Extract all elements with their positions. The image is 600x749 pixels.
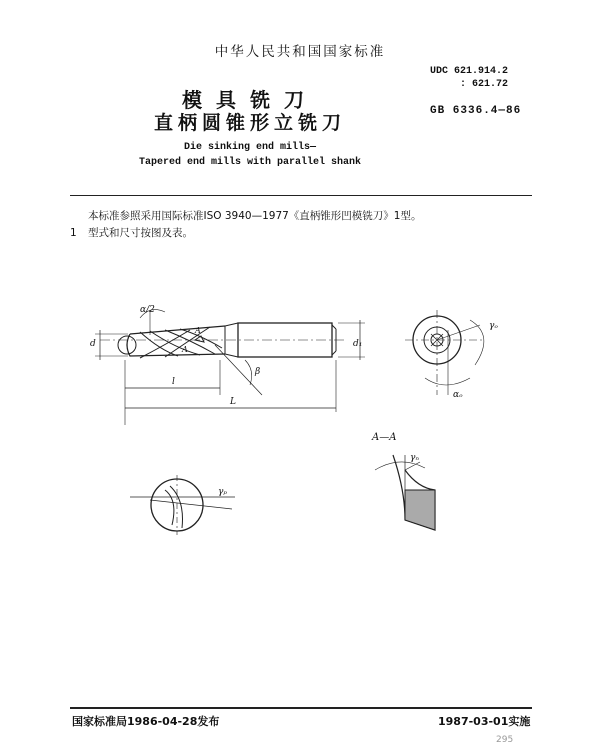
label-d1: d₁ bbox=[353, 339, 363, 349]
clause-number: 1 bbox=[70, 227, 77, 239]
label-gamma-n: γₙ bbox=[410, 453, 420, 463]
detail-view-left bbox=[130, 475, 235, 535]
title-chinese-2: 直柄圆锥形立铣刀 bbox=[153, 112, 346, 134]
label-gamma-o: γₒ bbox=[489, 321, 498, 331]
implement-date: 1987-03-01实施 bbox=[438, 715, 531, 728]
gb-number: GB 6336.4—86 bbox=[430, 105, 522, 117]
end-mill-side-view bbox=[95, 310, 365, 425]
udc-code-2: : 621.72 bbox=[460, 79, 509, 90]
label-alpha-half: α/2 bbox=[140, 305, 155, 315]
label-section-mark-2: A bbox=[182, 345, 188, 354]
udc-code: UDC 621.914.2 bbox=[430, 66, 509, 77]
footer-divider bbox=[70, 707, 532, 709]
intro-paragraph: 本标准参照采用国际标准ISO 3940—1977《直柄锥形凹模铣刀》1型。 bbox=[88, 210, 422, 222]
label-section-mark-1: A bbox=[195, 326, 201, 335]
title-english-1: Die sinking end mills— bbox=[183, 142, 317, 153]
label-beta: β bbox=[255, 367, 261, 377]
title-english-2: Tapered end mills with parallel shank bbox=[138, 157, 362, 168]
label-l: l bbox=[172, 377, 175, 387]
publish-date: 国家标准局1986-04-28发布 bbox=[72, 715, 220, 728]
label-L: L bbox=[230, 397, 236, 407]
section-a-a bbox=[375, 455, 435, 530]
label-d: d bbox=[90, 339, 96, 349]
label-gamma-p: γₚ bbox=[218, 487, 227, 497]
page-number: 295 bbox=[496, 735, 514, 745]
title-chinese-1: 模具铣刀 bbox=[182, 88, 318, 112]
label-alpha-o: αₒ bbox=[453, 390, 463, 400]
issuing-org: 中华人民共和国国家标准 bbox=[214, 44, 386, 60]
label-section-a-a: A—A bbox=[372, 432, 397, 443]
end-view bbox=[405, 310, 485, 395]
clause-text: 型式和尺寸按图及表。 bbox=[88, 227, 193, 239]
